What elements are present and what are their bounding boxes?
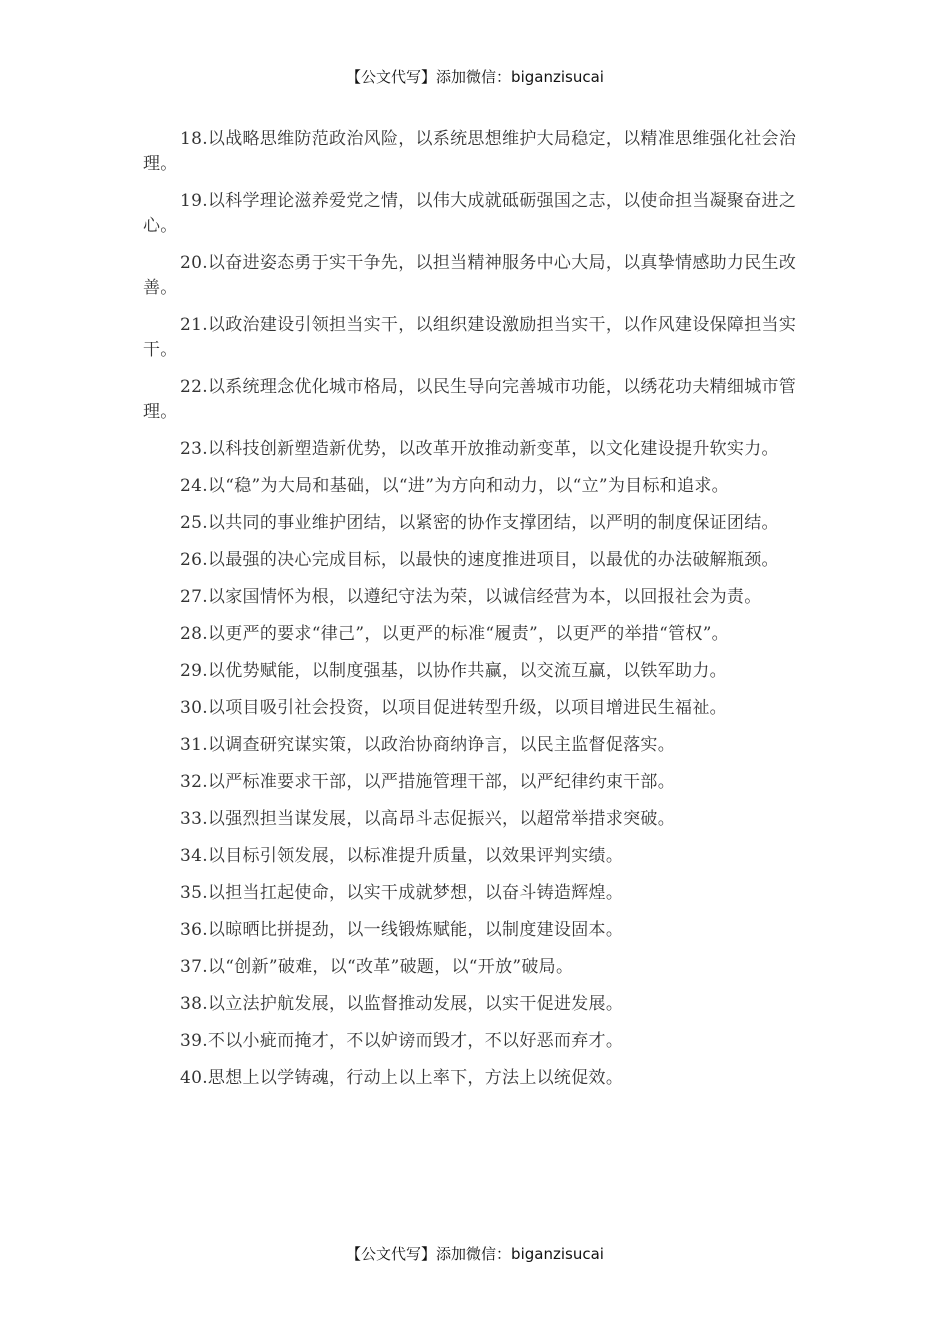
list-item: 40.思想上以学铸魂，行动上以上率下，方法上以统促效。 [180, 1068, 624, 1088]
list-item: 35.以担当扛起使命，以实干成就梦想，以奋斗铸造辉煌。 [180, 883, 624, 903]
list-item: 38.以立法护航发展，以监督推动发展，以实干促进发展。 [180, 994, 624, 1014]
list-item: 37.以“创新”破难，以“改革”破题，以“开放”破局。 [180, 957, 574, 977]
list-item: 23.以科技创新塑造新优势，以改革开放推动新变革，以文化建设提升软实力。 [180, 439, 779, 459]
list-item: 21.以政治建设引领担当实干，以组织建设激励担当实干，以作风建设保障担当实干。 [143, 315, 797, 360]
list-item: 29.以优势赋能，以制度强基，以协作共赢，以交流互赢，以铁军助力。 [180, 661, 727, 681]
list-item: 31.以调查研究谋实策，以政治协商纳诤言，以民主监督促落实。 [180, 735, 676, 755]
list-item: 24.以“稳”为大局和基础，以“进”为方向和动力，以“立”为目标和追求。 [180, 476, 729, 496]
list-item: 19.以科学理论滋养爱党之情，以伟大成就砥砺强国之志，以使命担当凝聚奋进之心。 [143, 191, 797, 236]
list-item: 36.以晾晒比拼提劲，以一线锻炼赋能，以制度建设固本。 [180, 920, 624, 940]
page-footer: 【公文代写】添加微信：biganzisucai [346, 1245, 604, 1263]
list-item: 34.以目标引领发展，以标准提升质量，以效果评判实绩。 [180, 846, 624, 866]
list-item: 22.以系统理念优化城市格局，以民生导向完善城市功能，以绣花功夫精细城市管理。 [143, 377, 797, 422]
list-item: 28.以更严的要求“律己”，以更严的标准“履责”，以更严的举措“管权”。 [180, 624, 729, 644]
list-item: 26.以最强的决心完成目标，以最快的速度推进项目，以最优的办法破解瓶颈。 [180, 550, 779, 570]
list-item: 30.以项目吸引社会投资，以项目促进转型升级，以项目增进民生福祉。 [180, 698, 727, 718]
page-header: 【公文代写】添加微信：biganzisucai [346, 68, 604, 86]
list-item: 32.以严标准要求干部，以严措施管理干部，以严纪律约束干部。 [180, 772, 676, 792]
list-item: 39.不以小疵而掩才，不以妒谤而毁才，不以好恶而弃才。 [180, 1031, 624, 1051]
list-item: 33.以强烈担当谋发展，以高昂斗志促振兴，以超常举措求突破。 [180, 809, 676, 829]
list-item: 25.以共同的事业维护团结，以紧密的协作支撑团结，以严明的制度保证团结。 [180, 513, 779, 533]
document-body [143, 127, 811, 1103]
list-item: 27.以家国情怀为根，以遵纪守法为荣，以诚信经营为本，以回报社会为责。 [180, 587, 762, 607]
list-item: 20.以奋进姿态勇于实干争先，以担当精神服务中心大局，以真挚情感助力民生改善。 [143, 253, 797, 298]
list-item: 18.以战略思维防范政治风险，以系统思想维护大局稳定，以精准思维强化社会治理。 [143, 129, 797, 174]
